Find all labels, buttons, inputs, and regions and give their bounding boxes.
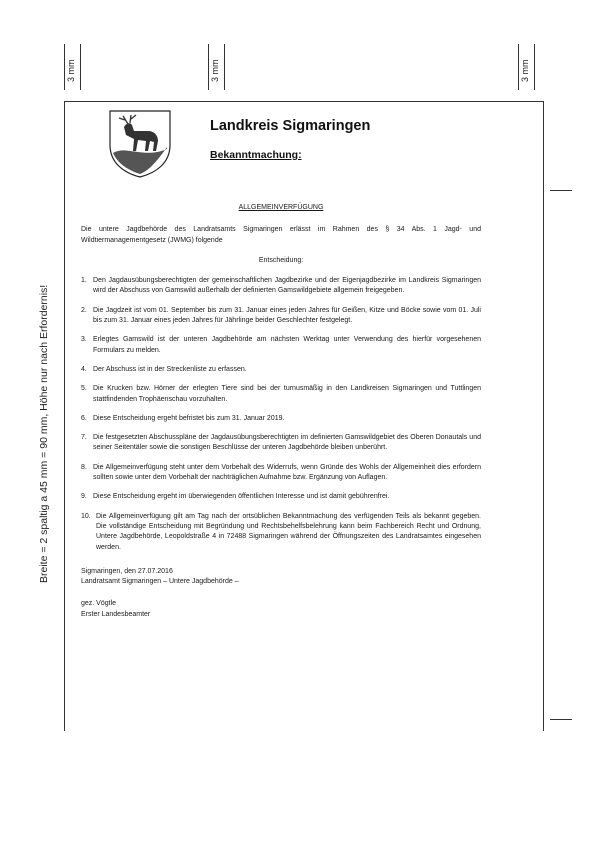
list-spacer bbox=[81, 297, 481, 306]
place-date: Sigmaringen, den 27.07.2016 bbox=[81, 567, 173, 575]
list-item-text: Der Abschuss ist in der Streckenliste zu erfassen. bbox=[93, 365, 247, 373]
list-item-text: Die Jagdzeit ist vom 01. September bis zum 31. Januar eines jeden Jahres für Geißen, Kitze und Böcke sowie vom 01. Juli bis zum 31. Januar eines jeden Jahres für Jährlinge beider Geschlechter festgelegt. bbox=[93, 306, 481, 325]
list-item bbox=[81, 492, 481, 502]
list-item bbox=[81, 365, 481, 375]
guide-line bbox=[534, 44, 535, 90]
signature-role: Erster Landesbeamter bbox=[81, 610, 151, 618]
list-spacer bbox=[81, 326, 481, 335]
margin-mark-left: 3 mm bbox=[66, 59, 76, 82]
margin-mark-center: 3 mm bbox=[210, 59, 220, 82]
signature-name: gez. Vögtle bbox=[81, 600, 117, 608]
list-item-number: 5. bbox=[81, 385, 87, 393]
list-item bbox=[81, 306, 481, 327]
list-item-text: Die Krucken bzw. Hörner der erlegten Tiere sind bei der turnusmäßig in den Landkreisen Sigmaringen und Tuttlingen stattfindenden Trophäenschau vorzuhalten. bbox=[93, 385, 481, 403]
list-item bbox=[81, 512, 481, 553]
deer-crest-icon bbox=[104, 107, 176, 179]
list-item-text: Den Jagdausübungsberechtigten der gemeinschaftlichen Jagdbezirke und der Eigenjagdbezirke im Landkreis Sigmaringen wird der Abschuss von Gamswild außerhalb der definierten Gamswildgebiete allgemein freigegeben. bbox=[93, 277, 481, 295]
guide-line bbox=[224, 44, 225, 90]
closing-block bbox=[81, 567, 481, 620]
list-spacer bbox=[81, 356, 481, 365]
issuing-office: Landratsamt Sigmaringen – Untere Jagdbehörde – bbox=[81, 578, 239, 586]
list-item-number: 8. bbox=[81, 463, 87, 471]
guide-line bbox=[64, 44, 65, 90]
list-item-text: Erlegtes Gamswild ist der unteren Jagdbehörde am nächsten Werktag unter Verwendung des hierfür vorgesehenen Formulars zu melden. bbox=[93, 336, 481, 354]
list-item-number: 6. bbox=[81, 414, 87, 422]
list-spacer bbox=[81, 503, 481, 512]
side-tick bbox=[550, 190, 572, 191]
list-item-number: 7. bbox=[81, 434, 87, 442]
list-item bbox=[81, 335, 481, 356]
notice-heading: ALLGEMEINVERFÜGUNG bbox=[238, 204, 324, 211]
page-title: Landkreis Sigmaringen bbox=[210, 118, 371, 134]
notice-intro: Die untere Jagdbehörde des Landratsamts Sigmaringen erlässt im Rahmen des § 34 Abs. 1 Jagd- und Wildtiermanagementgesetz (JWMG) folgende bbox=[81, 226, 481, 244]
guide-line bbox=[208, 44, 209, 90]
side-tick bbox=[550, 719, 572, 720]
list-item-text: Die Allgemeinverfügung steht unter dem Vorbehalt des Widerrufs, wenn Gründe des Wohls der Allgemeinheit dies erfordern sollten sowie unter dem Vorbehalt der nachträglichen Aufnahme bzw. Ergänzung von Auflagen. bbox=[93, 463, 481, 482]
list-item-text: Diese Entscheidung ergeht im überwiegenden öffentlichen Interesse und ist damit gebührenfrei. bbox=[93, 493, 390, 501]
list-item-text: Diese Entscheidung ergeht befristet bis zum 31. Januar 2019. bbox=[93, 414, 285, 422]
list-item bbox=[81, 384, 481, 405]
page-subtitle: Bekanntmachung: bbox=[210, 149, 302, 161]
list-spacer bbox=[81, 454, 481, 463]
list-spacer bbox=[81, 424, 481, 433]
list-item-number: 3. bbox=[81, 336, 87, 344]
list-item-text: Die festgesetzten Abschusspläne der Jagdausübungsberechtigten im definierten Gamswildgebiet des Oberen Donautals und seiner Seitentäler sowie die sonstigen Beschlüsse der unteren Jagdbehörde bleiben unberührt. bbox=[93, 434, 481, 452]
list-item-number: 10. bbox=[81, 512, 91, 520]
list-spacer bbox=[81, 483, 481, 492]
list-item bbox=[81, 433, 481, 454]
size-note: Breite = 2 spaltig a 45 mm = 90 mm, Höhe nur nach Erfordernis! bbox=[38, 284, 50, 583]
decision-label: Entscheidung: bbox=[258, 256, 304, 264]
list-item-number: 2. bbox=[81, 306, 87, 314]
list-item-number: 4. bbox=[81, 365, 87, 373]
guide-line bbox=[80, 44, 81, 90]
list-item-number: 1. bbox=[81, 277, 87, 285]
list-spacer bbox=[81, 375, 481, 384]
list-item bbox=[81, 276, 481, 297]
list-item-text: Die Allgemeinverfügung gilt am Tag nach der ortsüblichen Bekanntmachung des verfügenden Teils als bekannt gegeben. Die vollständige Entscheidung mit Begründung und Rechtsbehelfsbelehrung kann beim Fachbereich Recht und Ordnung, Untere Jagdbehörde, Leopoldstraße 4 in 72488 Sigmaringen während der Öffnungszeiten des Landratsamtes eingesehen werden. bbox=[96, 512, 481, 551]
list-item-number: 9. bbox=[81, 493, 87, 501]
list-spacer bbox=[81, 405, 481, 414]
margin-mark-right: 3 mm bbox=[520, 59, 530, 82]
notice-body bbox=[81, 203, 481, 620]
guide-line bbox=[518, 44, 519, 90]
decision-list bbox=[81, 276, 481, 553]
list-item bbox=[81, 463, 481, 484]
list-item bbox=[81, 414, 481, 424]
